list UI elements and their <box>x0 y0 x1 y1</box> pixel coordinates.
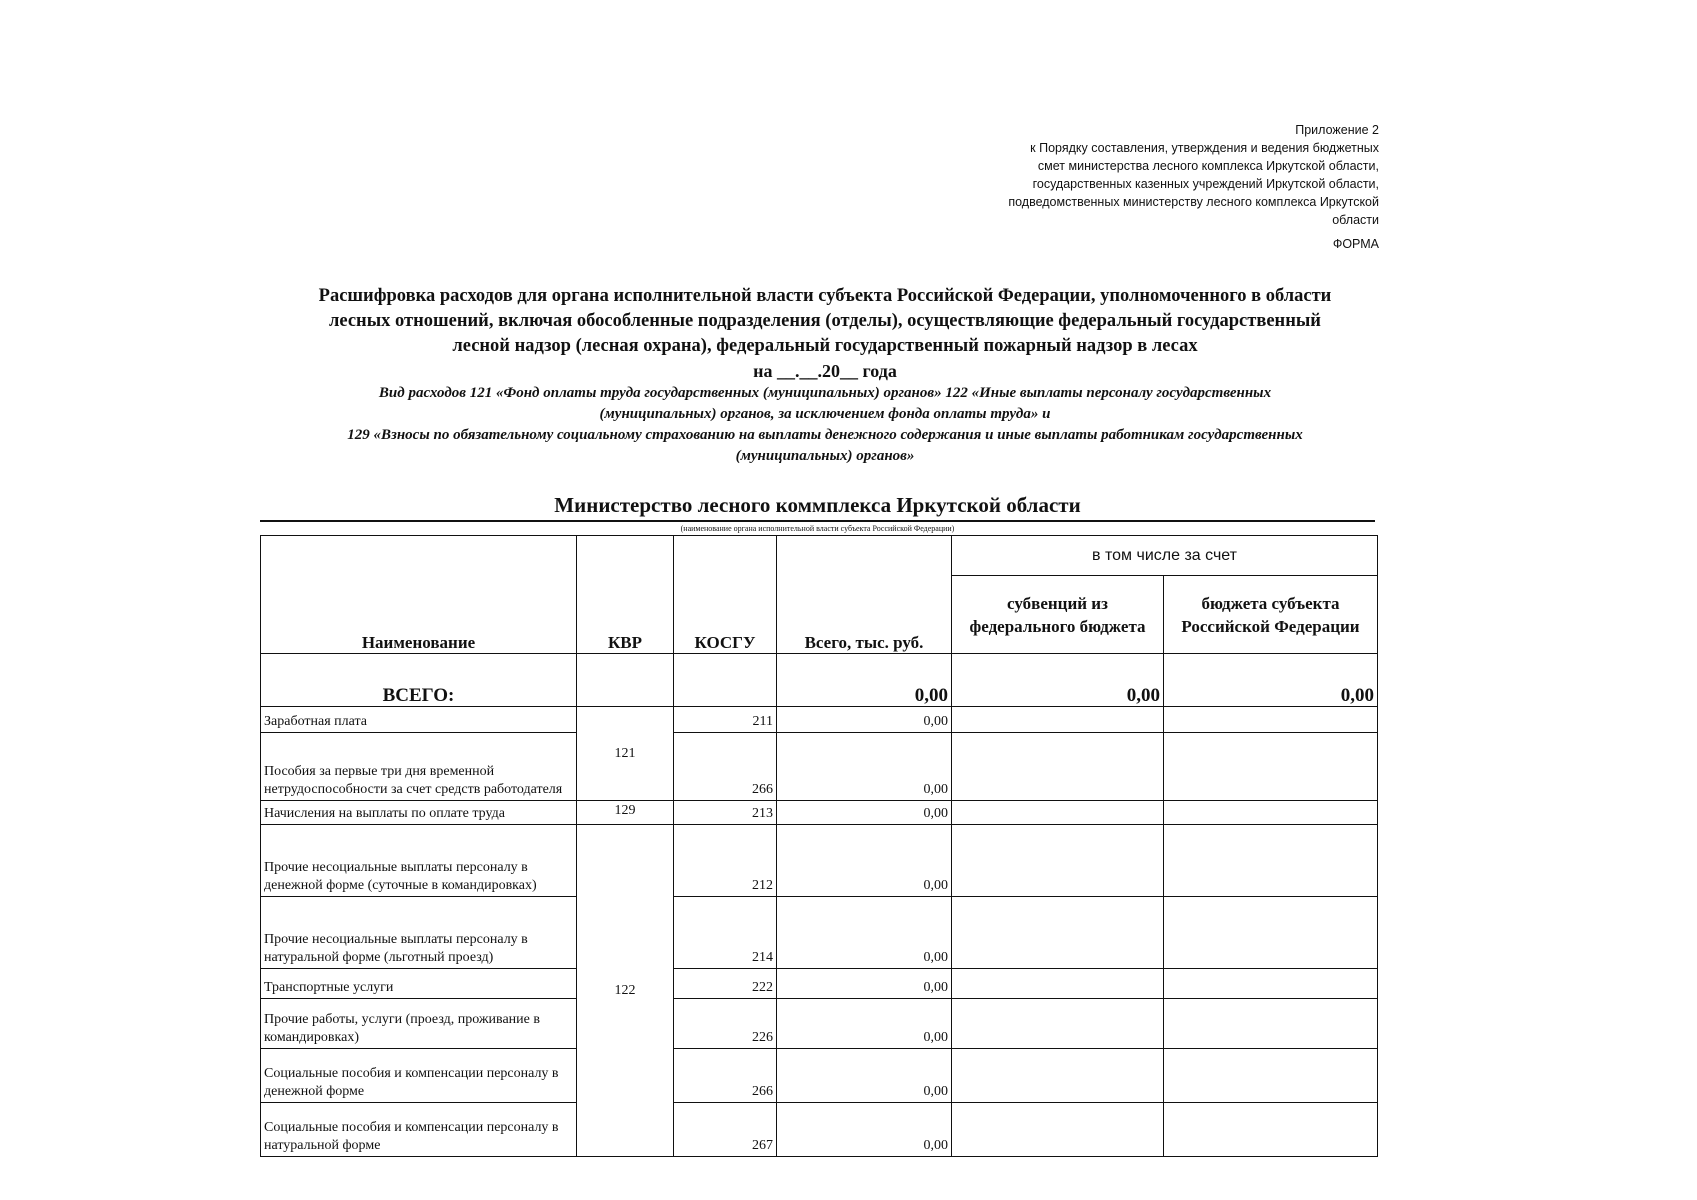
row-total: 0,00 <box>777 707 952 733</box>
row-federal <box>952 897 1164 969</box>
table-header-row <box>261 536 1378 576</box>
report-date: на __.__.20__ года <box>753 361 897 381</box>
row-name: Транспортные услуги <box>261 969 577 999</box>
row-kvr: 122 <box>577 825 674 1157</box>
row-federal <box>952 1103 1164 1157</box>
row-kosgu: 226 <box>674 999 777 1049</box>
row-regional <box>1164 897 1378 969</box>
ministry-caption: (наименование органа исполнительной власти субъекта Российской Федерации) <box>680 524 955 533</box>
total-row <box>261 654 1378 707</box>
column-header-regional: бюджета субъекта Российской Федерации <box>1164 576 1378 654</box>
row-total: 0,00 <box>777 999 952 1049</box>
table-row <box>261 825 1378 897</box>
appendix-line: области <box>1332 213 1379 227</box>
row-name: Пособия за первые три дня временной нетрудоспособности за счет средств работодателя <box>261 733 577 801</box>
row-federal <box>952 707 1164 733</box>
expense-type-line: Вид расходов 121 «Фонд оплаты труда государственных (муниципальных) органов» 122 «Иные выплаты персоналу государственных <box>378 385 1272 401</box>
row-total: 0,00 <box>777 969 952 999</box>
row-total: 0,00 <box>777 1049 952 1103</box>
row-federal <box>952 825 1164 897</box>
row-total: 0,00 <box>777 1103 952 1157</box>
row-kosgu: 266 <box>674 1049 777 1103</box>
table-row <box>261 1103 1378 1157</box>
row-regional <box>1164 825 1378 897</box>
expense-type-line: 129 «Взносы по обязательному социальному страхованию на выплаты денежного содержания и иные выплаты работникам государственных <box>347 427 1303 443</box>
row-regional <box>1164 999 1378 1049</box>
table-row <box>261 707 1378 733</box>
row-kosgu: 214 <box>674 897 777 969</box>
row-regional <box>1164 1049 1378 1103</box>
table-row <box>261 1049 1378 1103</box>
row-kvr: 129 <box>577 801 674 825</box>
total-kosgu <box>674 654 777 707</box>
row-regional <box>1164 733 1378 801</box>
row-name: Начисления на выплаты по оплате труда <box>261 801 577 825</box>
row-name: Социальные пособия и компенсации персоналу в денежной форме <box>261 1049 577 1103</box>
table-row <box>261 999 1378 1049</box>
expenses-table <box>260 535 1378 1157</box>
row-kvr: 121 <box>577 707 674 801</box>
column-header-total: Всего, тыс. руб. <box>777 536 952 654</box>
appendix-line: подведомственных министерству лесного комплекса Иркутской <box>1008 195 1379 209</box>
row-federal <box>952 969 1164 999</box>
row-kosgu: 266 <box>674 733 777 801</box>
total-label: ВСЕГО: <box>261 654 577 707</box>
table-row <box>261 897 1378 969</box>
row-total: 0,00 <box>777 825 952 897</box>
table-row <box>261 801 1378 825</box>
column-header-kosgu: КОСГУ <box>674 536 777 654</box>
document-title-line: лесных отношений, включая обособленные подразделения (отделы), осуществляющие федеральный государственный <box>329 311 1321 331</box>
ministry-name: Министерство лесного коммплекса Иркутской области <box>260 492 1375 522</box>
table-row <box>261 969 1378 999</box>
row-total: 0,00 <box>777 801 952 825</box>
row-kosgu: 222 <box>674 969 777 999</box>
form-label: ФОРМА <box>1332 237 1379 251</box>
row-name: Прочие несоциальные выплаты персоналу в натуральной форме (льготный проезд) <box>261 897 577 969</box>
appendix-header <box>859 121 1379 253</box>
total-kvr <box>577 654 674 707</box>
total-value: 0,00 <box>777 654 952 707</box>
row-regional <box>1164 707 1378 733</box>
document-title-line: лесной надзор (лесная охрана), федеральный государственный пожарный надзор в лесах <box>452 336 1198 356</box>
column-header-federal: субвенций из федерального бюджета <box>952 576 1164 654</box>
row-federal <box>952 1049 1164 1103</box>
row-kosgu: 212 <box>674 825 777 897</box>
row-name: Заработная плата <box>261 707 577 733</box>
appendix-line: государственных казенных учреждений Иркутской области, <box>1032 177 1379 191</box>
row-federal <box>952 801 1164 825</box>
column-header-name: Наименование <box>261 536 577 654</box>
row-regional <box>1164 969 1378 999</box>
row-name: Прочие несоциальные выплаты персоналу в денежной форме (суточные в командировках) <box>261 825 577 897</box>
column-header-including: в том числе за счет <box>952 536 1378 576</box>
document-title-line: Расшифровка расходов для органа исполнительной власти субъекта Российской Федерации, уполномоченного в области <box>318 286 1332 306</box>
row-name: Социальные пособия и компенсации персоналу в натуральной форме <box>261 1103 577 1157</box>
row-federal <box>952 733 1164 801</box>
table-row <box>261 733 1378 801</box>
row-regional <box>1164 801 1378 825</box>
row-total: 0,00 <box>777 897 952 969</box>
appendix-line: к Порядку составления, утверждения и ведения бюджетных <box>1030 141 1379 155</box>
expense-type-line: (муниципальных) органов, за исключением фонда оплаты труда» и <box>599 406 1051 422</box>
row-total: 0,00 <box>777 733 952 801</box>
appendix-line: смет министерства лесного комплекса Иркутской области, <box>1037 159 1379 173</box>
row-kosgu: 267 <box>674 1103 777 1157</box>
total-regional: 0,00 <box>1164 654 1378 707</box>
row-federal <box>952 999 1164 1049</box>
appendix-line: Приложение 2 <box>1295 123 1379 137</box>
expense-type-line: (муниципальных) органов» <box>735 448 915 464</box>
row-regional <box>1164 1103 1378 1157</box>
row-kosgu: 211 <box>674 707 777 733</box>
document-title-block <box>260 284 1390 467</box>
total-federal: 0,00 <box>952 654 1164 707</box>
column-header-kvr: КВР <box>577 536 674 654</box>
row-name: Прочие работы, услуги (проезд, проживание в командировках) <box>261 999 577 1049</box>
row-kosgu: 213 <box>674 801 777 825</box>
